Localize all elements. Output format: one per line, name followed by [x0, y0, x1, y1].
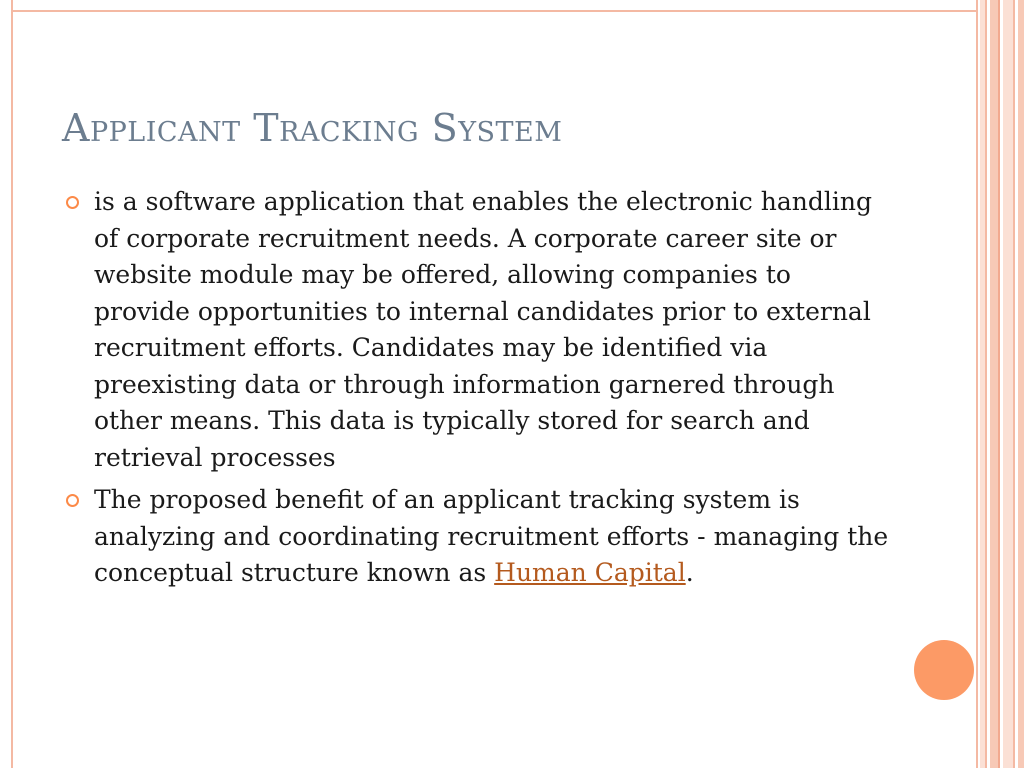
stripe — [1018, 0, 1024, 768]
bullet-text-before-link: The proposed benefit of an applicant tracking system is analyzing and coordinating recruitment efforts - managing the conceptual structure known as — [94, 485, 889, 587]
stripe — [976, 0, 978, 768]
ring-bullet-icon — [66, 196, 79, 209]
bullet-item — [62, 184, 892, 476]
bullet-item — [62, 482, 892, 592]
top-border-line — [11, 10, 976, 12]
left-border-line — [11, 0, 13, 768]
human-capital-link[interactable]: Human Capital — [494, 558, 686, 587]
slide-title: Applicant Tracking System — [62, 106, 563, 150]
bullet-text: is a software application that enables the electronic handling of corporate recruitment needs. A corporate career site or website module may be offered, allowing companies to provide opportunities to internal candidates prior to external recruitment efforts. Candidates may be identified via preexisting data or through information garnered through other means. This data is typically stored for search and retrieval processes — [94, 187, 872, 472]
stripe — [1013, 0, 1015, 768]
stripe — [985, 0, 987, 768]
stripe — [1003, 0, 1013, 768]
ring-bullet-icon — [66, 494, 79, 507]
right-stripe-band — [976, 0, 1024, 768]
decorative-circle — [914, 640, 974, 700]
stripe — [998, 0, 1000, 768]
bullet-text-after-link: . — [685, 558, 694, 587]
stripe — [990, 0, 998, 768]
bullet-list — [62, 184, 892, 598]
bullet-text — [94, 482, 892, 592]
